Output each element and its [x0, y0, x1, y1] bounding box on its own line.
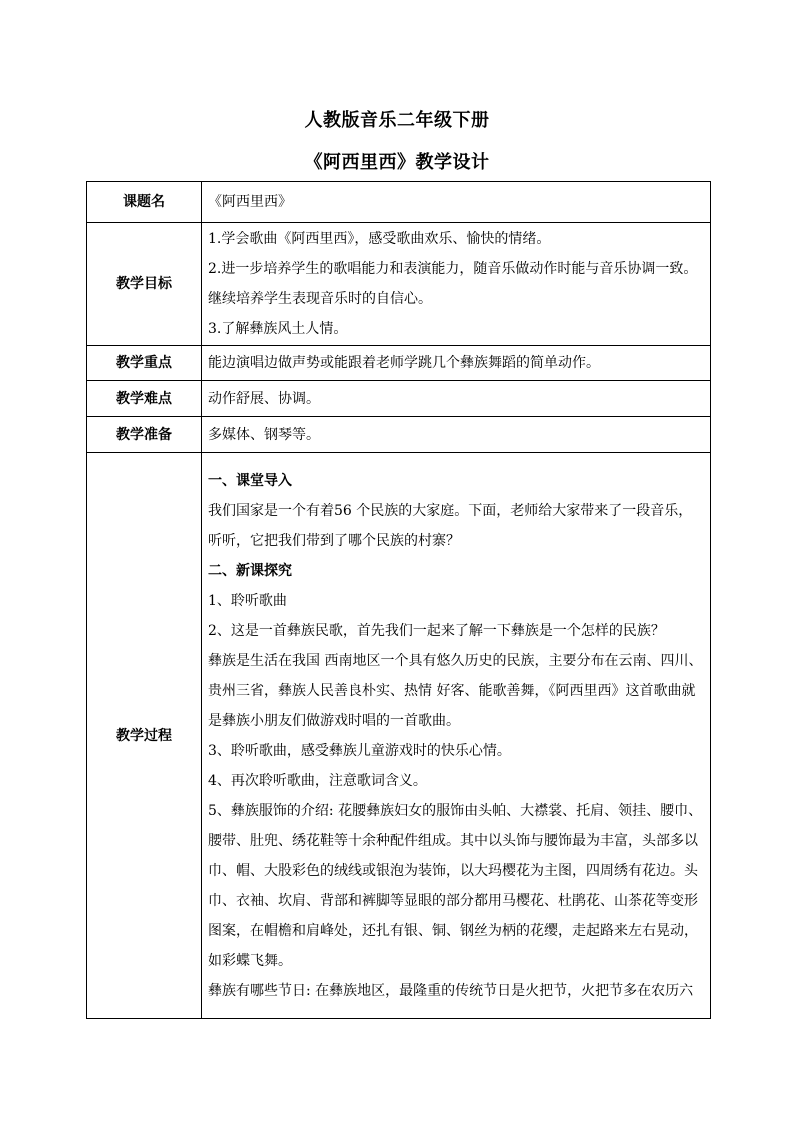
section-heading: 二、新课探究 — [208, 562, 292, 579]
process-paragraph: 5、彝族服饰的介绍: 花腰彝族妇女的服饰由头帕、大襟裳、托肩、领挂、腰巾、腰带、肚兜、绣花鞋等十余种配件组成。其中以头饰与腰饰最为丰富，头部多以巾、帽、大股彩色的绒线或银泡为装饰，以大玛樱花为主图，四周绣有花边。头巾、衣袖、坎肩、背部和裤脚等显眼的部分都用马樱花、杜鹃花、山茶花等变形图案，在帽檐和肩峰处，还扎有银、铜、钢丝为柄的花缨，走起路来左右晃动，如彩蝶飞舞。 — [208, 802, 703, 969]
row-process — [87, 453, 711, 1019]
process-paragraph: 1、聆听歌曲 — [208, 592, 287, 609]
objective-item: 3.了解彝族风土人情。 — [208, 321, 348, 337]
row-preparation — [87, 417, 711, 453]
process-paragraph: 3、聆听歌曲，感受彝族儿童游戏时的快乐心情。 — [208, 742, 511, 759]
preparation-value: 多媒体、钢琴等。 — [202, 417, 711, 453]
objectives-content — [202, 223, 711, 346]
objective-item: 2.进一步培养学生的歌唱能力和表演能力，随音乐做动作时能与音乐协调一致。继续培养学生表现音乐时的自信心。 — [208, 261, 698, 307]
process-paragraph: 2、这是一首彝族民歌，首先我们一起来了解一下彝族是一个怎样的民族？ — [208, 622, 665, 639]
key-points-value: 能边演唱边做声势或能跟着老师学跳几个彝族舞蹈的简单动作。 — [202, 346, 711, 381]
row-difficulties — [87, 381, 711, 417]
preparation-label: 教学准备 — [87, 417, 202, 453]
difficulties-value: 动作舒展、协调。 — [202, 381, 711, 417]
key-points-label: 教学重点 — [87, 346, 202, 381]
process-paragraph: 彝族有哪些节日: 在彝族地区，最隆重的传统节日是火把节，火把节多在农历六 — [208, 982, 694, 999]
topic-label: 课题名 — [87, 182, 202, 223]
topic-value: 《阿西里西》 — [202, 182, 711, 223]
lesson-plan-table — [86, 181, 711, 1019]
process-content — [202, 453, 711, 1019]
row-objectives — [87, 223, 711, 346]
objectives-label: 教学目标 — [87, 223, 202, 346]
row-topic — [87, 182, 711, 223]
process-paragraph: 我们国家是一个有着56 个民族的大家庭。下面，老师给大家带来了一段音乐，听听，它把我们带到了哪个民族的村寨？ — [208, 502, 693, 549]
process-paragraph: 彝族是生活在我国 西南地区一个具有悠久历史的民族，主要分布在云南、四川、贵州三省，彝族人民善良朴实、热情 好客、能歌善舞，《阿西里西》这首歌曲就是彝族小朋友们做游戏时唱的一首歌曲。 — [208, 652, 703, 729]
document-title: 人教版音乐二年级下册 — [304, 110, 490, 131]
process-label: 教学过程 — [87, 453, 202, 1019]
difficulties-label: 教学难点 — [87, 381, 202, 417]
section-heading: 一、课堂导入 — [208, 472, 292, 489]
process-paragraph: 4、再次聆听歌曲，注意歌词含义。 — [208, 772, 427, 789]
document-subtitle: 《阿西里西》教学设计 — [304, 152, 490, 173]
objective-item: 1.学会歌曲《阿西里西》，感受歌曲欢乐、愉快的情绪。 — [208, 231, 551, 247]
row-key-points — [87, 346, 711, 381]
